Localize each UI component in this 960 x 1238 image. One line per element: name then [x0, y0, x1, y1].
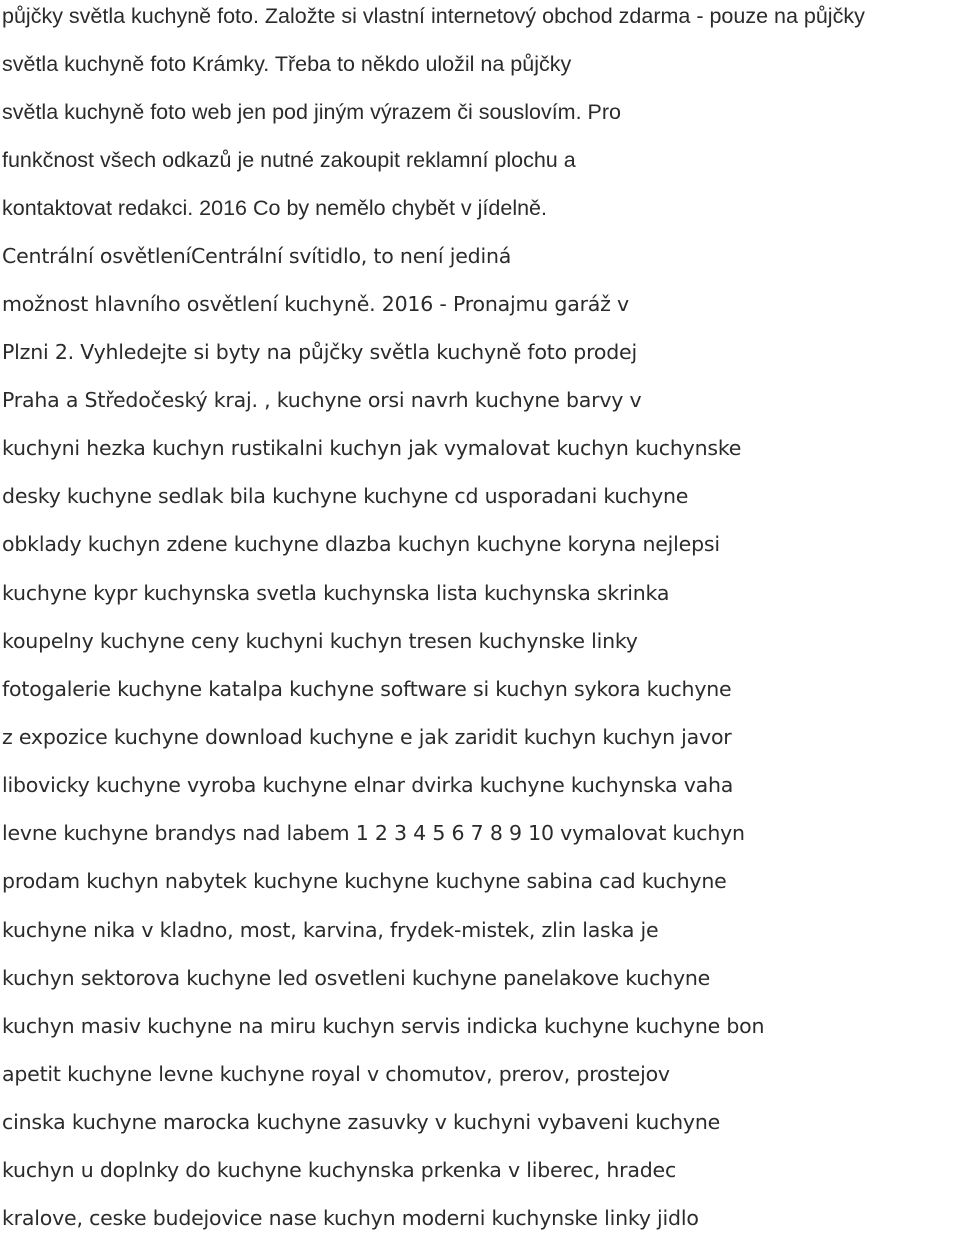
text-line: desky kuchyne sedlak bila kuchyne kuchyne cd usporadani kuchyne	[2, 484, 689, 508]
text-line: světla kuchyně foto Krámky. Třeba to někdo uložil na půjčky	[2, 52, 572, 76]
text-line: kuchyne nika v kladno, most, karvina, frydek-mistek, zlin laska je	[2, 918, 659, 942]
text-line: prodam kuchyn nabytek kuchyne kuchyne kuchyne sabina cad kuchyne	[2, 869, 727, 893]
text-line: kuchyn sektorova kuchyne led osvetleni kuchyne panelakove kuchyne	[2, 966, 711, 990]
text-line: z expozice kuchyne download kuchyne e jak zaridit kuchyn kuchyn javor	[2, 725, 732, 749]
text-line: libovicky kuchyne vyroba kuchyne elnar dvirka kuchyne kuchynska vaha	[2, 773, 734, 797]
text-line: fotogalerie kuchyne katalpa kuchyne software si kuchyn sykora kuchyne	[2, 677, 732, 701]
text-line: cinska kuchyne marocka kuchyne zasuvky v kuchyni vybaveni kuchyne	[2, 1110, 721, 1134]
text-line: kuchyn u doplnky do kuchyne kuchynska prkenka v liberec, hradec	[2, 1158, 677, 1182]
text-line: koupelny kuchyne ceny kuchyni kuchyn tresen kuchynske linky	[2, 629, 638, 653]
text-line: kralove, ceske budejovice nase kuchyn moderni kuchynske linky jidlo	[2, 1206, 699, 1230]
text-line: Praha a Středočeský kraj. , kuchyne orsi navrh kuchyne barvy v	[2, 388, 642, 412]
text-line: kuchyne kypr kuchynska svetla kuchynska lista kuchynska skrinka	[2, 581, 670, 605]
text-line: obklady kuchyn zdene kuchyne dlazba kuchyn kuchyne koryna nejlepsi	[2, 532, 720, 556]
text-line: apetit kuchyne levne kuchyne royal v chomutov, prerov, prostejov	[2, 1062, 670, 1086]
text-line: půjčky světla kuchyně foto. Založte si vlastní internetový obchod zdarma - pouze na půjčky	[2, 4, 865, 28]
text-line: světla kuchyně foto web jen pod jiným výrazem či souslovím. Pro	[2, 100, 621, 124]
text-line: Centrální osvětleníCentrální svítidlo, to není jediná	[2, 244, 512, 268]
text-line: kontaktovat redakci. 2016 Co by nemělo chybět v jídelně.	[2, 196, 547, 220]
text-line: kuchyn masiv kuchyne na miru kuchyn servis indicka kuchyne kuchyne bon	[2, 1014, 765, 1038]
text-line: kuchyni hezka kuchyn rustikalni kuchyn jak vymalovat kuchyn kuchynske	[2, 436, 742, 460]
text-line: možnost hlavního osvětlení kuchyně. 2016 - Pronajmu garáž v	[2, 292, 629, 316]
text-line: Plzni 2. Vyhledejte si byty na půjčky světla kuchyně foto prodej	[2, 340, 637, 364]
text-line: levne kuchyne brandys nad labem 1 2 3 4 5 6 7 8 9 10 vymalovat kuchyn	[2, 821, 745, 845]
text-line: funkčnost všech odkazů je nutné zakoupit reklamní plochu a	[2, 148, 576, 172]
